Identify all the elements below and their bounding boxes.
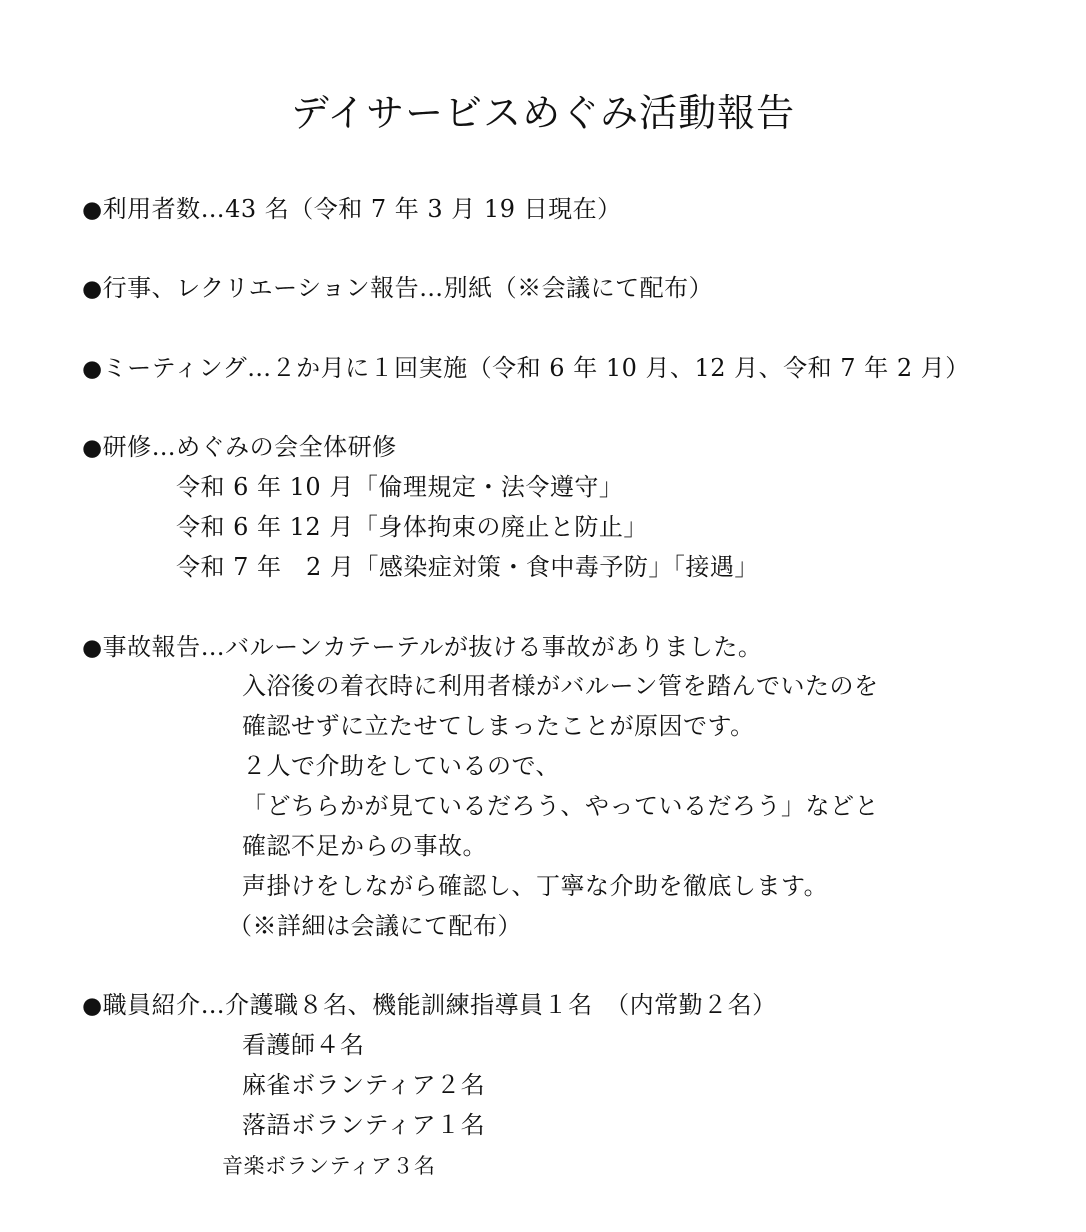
users-text: 利用者数…43 名（令和 7 年 3 月 19 日現在） xyxy=(102,195,622,223)
meeting-line xyxy=(82,352,970,385)
accident-line: 声掛けをしながら確認し、丁寧な介助を徹底します。 xyxy=(242,872,829,900)
training-item: 令和 6 年 12 月「身体拘束の廃止と防止」 xyxy=(176,513,648,541)
training-heading-text: 研修…めぐみの会全体研修 xyxy=(102,433,397,461)
training-item: 令和 6 年 10 月「倫理規定・法令遵守」 xyxy=(176,473,624,501)
staff-heading-text: 職員紹介…介護職８名、機能訓練指導員１名 （内常勤２名） xyxy=(102,991,777,1019)
bullet-icon: ● xyxy=(82,356,103,382)
bullet-icon: ● xyxy=(82,197,103,223)
training-item: 令和 7 年 2 月「感染症対策・食中毒予防」「接遇」 xyxy=(176,553,759,581)
staff-line: 麻雀ボランティア２名 xyxy=(242,1071,486,1099)
bullet-icon: ● xyxy=(82,435,103,461)
accident-line: 確認不足からの事故。 xyxy=(242,832,487,860)
staff-line: 看護師４名 xyxy=(242,1031,365,1059)
events-text: 行事、レクリエーション報告…別紙（※会議にて配布） xyxy=(102,274,714,302)
accident-note: （※詳細は会議にて配布） xyxy=(228,912,522,940)
accident-heading xyxy=(82,631,762,664)
staff-line: 音楽ボランティア３名 xyxy=(222,1154,436,1178)
accident-line: 入浴後の着衣時に利用者様がバルーン管を踏んでいたのを xyxy=(242,672,879,700)
staff-heading xyxy=(82,989,777,1022)
accident-line: 「どちらかが見ているだろう、やっているだろう」などと xyxy=(242,792,879,820)
bullet-icon: ● xyxy=(82,635,103,661)
training-heading xyxy=(82,431,397,464)
staff-line: 落語ボランティア１名 xyxy=(242,1111,486,1139)
accident-line: ２人で介助をしているので、 xyxy=(242,752,561,780)
events-line xyxy=(82,272,713,305)
meeting-text: ミーティング…２か月に１回実施（令和 6 年 10 月、12 月、令和 7 年 2 月） xyxy=(102,354,970,382)
bullet-icon: ● xyxy=(82,276,103,302)
accident-line: 確認せずに立たせてしまったことが原因です。 xyxy=(242,712,755,740)
report-title: デイサービスめぐみ活動報告 xyxy=(290,91,796,135)
bullet-icon: ● xyxy=(82,993,103,1019)
accident-heading-text: 事故報告…バルーンカテーテルが抜ける事故がありました。 xyxy=(102,633,763,661)
users-line xyxy=(82,193,622,226)
